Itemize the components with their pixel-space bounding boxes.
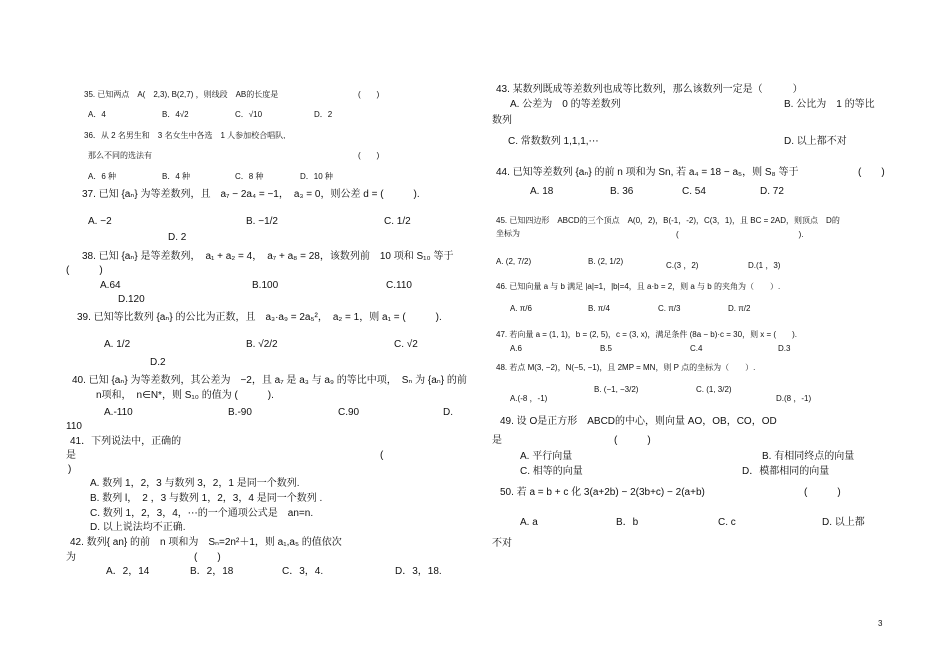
q40-option-d: D. bbox=[443, 407, 453, 418]
q36-option-a: A．6 种 bbox=[88, 172, 117, 181]
q47-stem: 47. 若向量 a = (1, 1)，b = (2, 5)，c = (3, x)，满足条件 (8a − b)·c = 30，则 x = ( ). bbox=[496, 330, 797, 339]
q40-option-a: A.-110 bbox=[104, 407, 133, 418]
q41-option-a: A. 数列 1，2，3 与数列 3，2，1 是同一个数列. bbox=[90, 478, 300, 489]
q45-stem-2: 坐标为 bbox=[496, 229, 520, 238]
q40-stem: 40. 已知 {aₙ} 为等差数列，其公差为 −2，且 a₇ 是 a₃ 与 a₉ 的等比中项， Sₙ 为 {aₙ} 的前 bbox=[72, 375, 467, 386]
q42-option-a: A．2，14 bbox=[106, 566, 150, 577]
q43-option-d: D. 以上都不对 bbox=[784, 136, 847, 147]
q38-option-b: B.100 bbox=[252, 280, 279, 291]
q41-option-c: C. 数列 1，2，3，4，⋯的一个通项公式是 an=n. bbox=[90, 508, 314, 519]
q39-option-d: D.2 bbox=[150, 357, 166, 368]
q41-paren-right: ) bbox=[68, 464, 72, 475]
q38-option-c: C.110 bbox=[386, 280, 412, 291]
q47-option-c: C.4 bbox=[690, 344, 703, 353]
q46-option-d: D. π/2 bbox=[728, 304, 751, 313]
q36-option-b: B．4 种 bbox=[162, 172, 191, 181]
q38-stem: 38. 已知 {aₙ} 是等差数列， a₁ + a₂ = 4， a₇ + a₈ = 28，该数列前 10 项和 S₁₀ 等于 bbox=[82, 251, 454, 262]
q49-stem: 49. 设 O是正方形 ABCD的中心，则向量 AO，OB，CO，OD bbox=[500, 416, 777, 427]
q49-option-d: D．模都相同的向量 bbox=[742, 466, 830, 477]
q35-option-d: D．2 bbox=[314, 110, 333, 119]
q47-option-d: D.3 bbox=[778, 344, 791, 353]
q49-option-b: B. 有相同终点的向量 bbox=[762, 451, 855, 462]
q48-option-b: B. (−1, −3/2) bbox=[594, 385, 639, 394]
q50-option-c: C. c bbox=[718, 517, 736, 528]
q37-option-b: B. −1/2 bbox=[246, 216, 278, 227]
q37-stem: 37. 已知 {aₙ} 为等差数列，且 a₇ − 2a₄ = −1， a₃ = 0，则公差 d = ( ). bbox=[82, 189, 420, 200]
q37-option-c: C. 1/2 bbox=[384, 216, 411, 227]
q50-paren: ( ) bbox=[804, 487, 841, 498]
q35-stem: 35. 已知两点 A( 2,3), B(2,7) ，则线段 AB的长度是 bbox=[84, 90, 279, 99]
q50-option-d-cont: 不对 bbox=[492, 538, 512, 549]
q45-option-d: D.(1 ，3) bbox=[748, 261, 781, 270]
q35-option-c: C．√10 bbox=[235, 110, 263, 119]
q38-option-d: D.120 bbox=[118, 294, 145, 305]
q45-option-a: A. (2, 7/2) bbox=[496, 257, 532, 266]
q40-option-b: B.-90 bbox=[228, 407, 252, 418]
q50-option-a: A. a bbox=[520, 517, 538, 528]
q42-paren: ( ) bbox=[194, 552, 221, 563]
q43-stem: 43. 某数列既成等差数列也成等比数列，那么该数列一定是（ ） bbox=[496, 84, 803, 95]
q39-option-c: C. √2 bbox=[394, 339, 418, 350]
q46-option-c: C. π/3 bbox=[658, 304, 681, 313]
q42-option-d: D．3，18. bbox=[395, 566, 442, 577]
q45-stem: 45. 已知四边形 ABCD的三个顶点 A(0，2)，B(-1，-2)，C(3，1)，且 BC = 2AD，则顶点 D的 bbox=[496, 216, 840, 225]
q45-paren: ( ). bbox=[676, 230, 804, 239]
q48-option-d: D.(8 ，-1) bbox=[776, 394, 812, 403]
q50-option-b: B．b bbox=[616, 517, 639, 528]
q36-option-c: C．8 种 bbox=[235, 172, 264, 181]
q40-option-c: C.90 bbox=[338, 407, 360, 418]
q41-stem-2: 是 bbox=[66, 450, 76, 461]
q44-option-b: B. 36 bbox=[610, 186, 634, 197]
q43-option-b-cont: 数列 bbox=[492, 115, 512, 126]
q49-option-a: A. 平行向量 bbox=[520, 451, 573, 462]
q48-stem: 48. 若点 M(3, −2)，N(−5, −1)，且 2MP = MN，则 P 点的坐标为（ ）. bbox=[496, 363, 756, 372]
q41-stem: 41．下列说法中，正确的 bbox=[70, 436, 182, 447]
q43-option-a: A. 公差为 0 的等差数列 bbox=[510, 99, 621, 110]
q40-option-d-value: 110 bbox=[66, 421, 82, 432]
q46-option-a: A. π/6 bbox=[510, 304, 532, 313]
q43-option-b: B. 公比为 1 的等比 bbox=[784, 99, 875, 110]
q45-option-c: C.(3 ，2) bbox=[666, 261, 699, 270]
q48-option-c: C. (1, 3/2) bbox=[696, 385, 732, 394]
q46-stem: 46. 已知向量 a 与 b 满足 |a|=1，|b|=4，且 a·b = 2，则 a 与 b 的夹角为（ ）. bbox=[496, 282, 781, 291]
q35-option-a: A．4 bbox=[88, 110, 106, 119]
q36-stem: 36．从 2 名男生和 3 名女生中各选 1 人参加校合唱队, bbox=[84, 131, 286, 140]
q36-paren: ( ) bbox=[358, 151, 380, 160]
q44-option-a: A. 18 bbox=[530, 186, 554, 197]
q49-paren: ( ) bbox=[614, 435, 651, 446]
q37-option-d: D. 2 bbox=[168, 232, 187, 243]
q42-stem: 42. 数列{ an} 的前 n 项和为 Sₙ=2n²＋1，则 a₁,a₅ 的值依次 bbox=[70, 537, 342, 548]
q44-option-d: D. 72 bbox=[760, 186, 784, 197]
q50-stem: 50. 若 a = b + c 化 3(a+2b) − 2(3b+c) − 2(a+b) bbox=[500, 487, 705, 498]
q36-stem-2: 那么不同的选法有 bbox=[88, 151, 152, 160]
q48-option-a: A.(-8 ，-1) bbox=[510, 394, 548, 403]
q44-option-c: C. 54 bbox=[682, 186, 706, 197]
q38-option-a: A.64 bbox=[100, 280, 121, 291]
q45-option-b: B. (2, 1/2) bbox=[588, 257, 624, 266]
q40-stem-2: n项和， n∈N*，则 S₁₀ 的值为 ( ). bbox=[96, 390, 274, 401]
q39-stem: 39. 已知等比数列 {aₙ} 的公比为正数，且 a₃·a₉ = 2a₅²， a₂ = 1，则 a₁ = ( ). bbox=[77, 312, 442, 323]
q47-option-b: B.5 bbox=[600, 344, 613, 353]
q46-option-b: B. π/4 bbox=[588, 304, 610, 313]
q42-option-b: B．2，18 bbox=[190, 566, 234, 577]
q39-option-b: B. √2/2 bbox=[246, 339, 278, 350]
q41-option-b: B. 数列 l， 2 ，3 与数列 1，2，3，4 是同一个数列 . bbox=[90, 493, 323, 504]
q35-paren: ( ) bbox=[358, 90, 380, 99]
q47-option-a: A.6 bbox=[510, 344, 523, 353]
page-number: 3 bbox=[878, 619, 883, 628]
q36-option-d: D．10 种 bbox=[300, 172, 333, 181]
q50-option-d: D. 以上都 bbox=[822, 517, 865, 528]
q38-paren: ( ) bbox=[66, 265, 103, 276]
q41-paren-left: ( bbox=[380, 450, 384, 461]
q41-option-d: D. 以上说法均不正确. bbox=[90, 522, 186, 533]
q37-option-a: A. −2 bbox=[88, 216, 112, 227]
q44-paren: ( ) bbox=[858, 167, 885, 178]
q43-option-c: C. 常数数列 1,1,1,⋯ bbox=[508, 136, 599, 147]
q49-option-c: C. 相等的向量 bbox=[520, 466, 583, 477]
q49-stem-2: 是 bbox=[492, 435, 502, 446]
q35-option-b: B．4√2 bbox=[162, 110, 189, 119]
q42-option-c: C．3，4. bbox=[282, 566, 324, 577]
q44-stem: 44. 已知等差数列 {aₙ} 的前 n 项和为 Sn, 若 a₄ = 18 − a₅，则 S₈ 等于 bbox=[496, 167, 799, 178]
q39-option-a: A. 1/2 bbox=[104, 339, 131, 350]
q42-stem-2: 为 bbox=[66, 552, 76, 563]
